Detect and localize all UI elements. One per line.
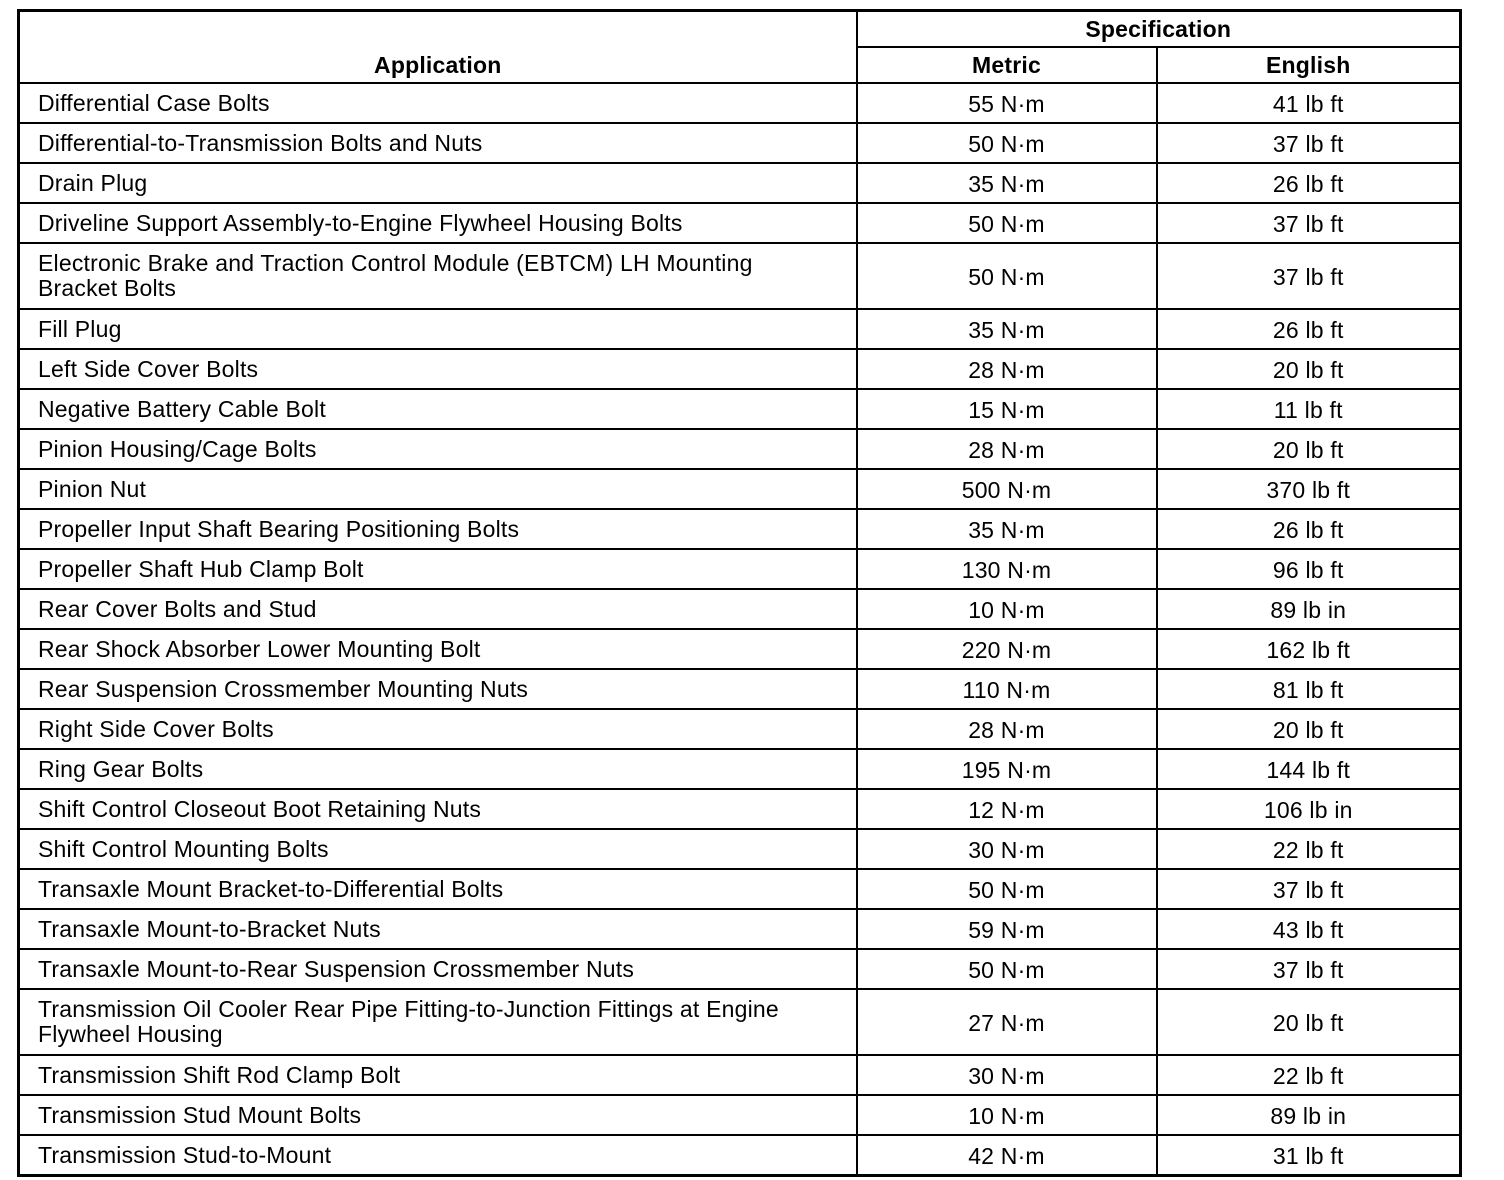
application-cell: Rear Shock Absorber Lower Mounting Bolt (19, 629, 857, 669)
english-value-cell: 89 lb in (1157, 1095, 1461, 1135)
metric-value-cell: 50 N·m (857, 123, 1157, 163)
english-value-cell: 144 lb ft (1157, 749, 1461, 789)
application-cell: Transmission Stud-to-Mount (19, 1135, 857, 1176)
metric-value-cell: 50 N·m (857, 869, 1157, 909)
table-row (19, 869, 1461, 909)
table-row (19, 829, 1461, 869)
english-value-cell: 89 lb in (1157, 589, 1461, 629)
table-row (19, 243, 1461, 309)
english-value-cell: 37 lb ft (1157, 243, 1461, 309)
table-body (19, 83, 1461, 1176)
application-cell: Electronic Brake and Traction Control Module (EBTCM) LH Mounting Bracket Bolts (19, 243, 857, 309)
english-value-cell: 162 lb ft (1157, 629, 1461, 669)
english-value-cell: 22 lb ft (1157, 829, 1461, 869)
application-cell: Fill Plug (19, 309, 857, 349)
torque-specification-table (17, 9, 1462, 1177)
table-row (19, 469, 1461, 509)
english-value-cell: 37 lb ft (1157, 949, 1461, 989)
metric-value-cell: 30 N·m (857, 829, 1157, 869)
application-cell: Pinion Housing/Cage Bolts (19, 429, 857, 469)
metric-value-cell: 59 N·m (857, 909, 1157, 949)
application-cell: Rear Cover Bolts and Stud (19, 589, 857, 629)
english-value-cell: 11 lb ft (1157, 389, 1461, 429)
table-row (19, 629, 1461, 669)
table-row (19, 83, 1461, 123)
application-cell: Transmission Shift Rod Clamp Bolt (19, 1055, 857, 1095)
application-cell: Transaxle Mount-to-Bracket Nuts (19, 909, 857, 949)
table-row (19, 949, 1461, 989)
table-header (19, 11, 1461, 84)
table-row (19, 589, 1461, 629)
application-cell: Negative Battery Cable Bolt (19, 389, 857, 429)
english-column-header: English (1157, 47, 1461, 83)
metric-value-cell: 55 N·m (857, 83, 1157, 123)
metric-value-cell: 50 N·m (857, 203, 1157, 243)
application-cell: Pinion Nut (19, 469, 857, 509)
application-cell: Ring Gear Bolts (19, 749, 857, 789)
metric-value-cell: 110 N·m (857, 669, 1157, 709)
english-value-cell: 106 lb in (1157, 789, 1461, 829)
application-cell: Rear Suspension Crossmember Mounting Nuts (19, 669, 857, 709)
english-value-cell: 43 lb ft (1157, 909, 1461, 949)
application-cell: Transmission Oil Cooler Rear Pipe Fitting-to-Junction Fittings at Engine Flywheel Housing (19, 989, 857, 1055)
metric-value-cell: 28 N·m (857, 709, 1157, 749)
english-value-cell: 370 lb ft (1157, 469, 1461, 509)
metric-value-cell: 500 N·m (857, 469, 1157, 509)
english-value-cell: 20 lb ft (1157, 989, 1461, 1055)
table-row (19, 789, 1461, 829)
application-cell: Differential Case Bolts (19, 83, 857, 123)
english-value-cell: 20 lb ft (1157, 709, 1461, 749)
application-cell: Differential-to-Transmission Bolts and Nuts (19, 123, 857, 163)
application-cell: Transaxle Mount Bracket-to-Differential Bolts (19, 869, 857, 909)
table-row (19, 1055, 1461, 1095)
table-row (19, 349, 1461, 389)
table-row (19, 749, 1461, 789)
application-cell: Transmission Stud Mount Bolts (19, 1095, 857, 1135)
metric-value-cell: 220 N·m (857, 629, 1157, 669)
english-value-cell: 41 lb ft (1157, 83, 1461, 123)
metric-value-cell: 28 N·m (857, 429, 1157, 469)
table-row (19, 309, 1461, 349)
application-cell: Shift Control Closeout Boot Retaining Nuts (19, 789, 857, 829)
table-row (19, 549, 1461, 589)
table-row (19, 429, 1461, 469)
table-row (19, 123, 1461, 163)
metric-column-header: Metric (857, 47, 1157, 83)
english-value-cell: 20 lb ft (1157, 429, 1461, 469)
english-value-cell: 96 lb ft (1157, 549, 1461, 589)
table-row (19, 709, 1461, 749)
header-row-top (19, 11, 1461, 48)
table-row (19, 1095, 1461, 1135)
table-row (19, 669, 1461, 709)
metric-value-cell: 50 N·m (857, 243, 1157, 309)
english-value-cell: 37 lb ft (1157, 869, 1461, 909)
application-column-header: Application (19, 11, 857, 84)
application-cell: Propeller Shaft Hub Clamp Bolt (19, 549, 857, 589)
metric-value-cell: 50 N·m (857, 949, 1157, 989)
metric-value-cell: 12 N·m (857, 789, 1157, 829)
metric-value-cell: 35 N·m (857, 309, 1157, 349)
application-cell: Drain Plug (19, 163, 857, 203)
metric-value-cell: 10 N·m (857, 589, 1157, 629)
table-row (19, 509, 1461, 549)
application-cell: Propeller Input Shaft Bearing Positioning Bolts (19, 509, 857, 549)
english-value-cell: 20 lb ft (1157, 349, 1461, 389)
application-cell: Transaxle Mount-to-Rear Suspension Crossmember Nuts (19, 949, 857, 989)
application-cell: Right Side Cover Bolts (19, 709, 857, 749)
metric-value-cell: 27 N·m (857, 989, 1157, 1055)
metric-value-cell: 35 N·m (857, 163, 1157, 203)
application-cell: Shift Control Mounting Bolts (19, 829, 857, 869)
application-cell: Left Side Cover Bolts (19, 349, 857, 389)
table-row (19, 1135, 1461, 1176)
table-row (19, 163, 1461, 203)
english-value-cell: 26 lb ft (1157, 509, 1461, 549)
metric-value-cell: 42 N·m (857, 1135, 1157, 1176)
metric-value-cell: 35 N·m (857, 509, 1157, 549)
english-value-cell: 31 lb ft (1157, 1135, 1461, 1176)
metric-value-cell: 30 N·m (857, 1055, 1157, 1095)
metric-value-cell: 10 N·m (857, 1095, 1157, 1135)
metric-value-cell: 15 N·m (857, 389, 1157, 429)
metric-value-cell: 130 N·m (857, 549, 1157, 589)
table-row (19, 203, 1461, 243)
metric-value-cell: 195 N·m (857, 749, 1157, 789)
specification-column-header: Specification (857, 11, 1461, 48)
table-row (19, 909, 1461, 949)
english-value-cell: 81 lb ft (1157, 669, 1461, 709)
table-row (19, 989, 1461, 1055)
metric-value-cell: 28 N·m (857, 349, 1157, 389)
english-value-cell: 26 lb ft (1157, 163, 1461, 203)
english-value-cell: 37 lb ft (1157, 203, 1461, 243)
table-row (19, 389, 1461, 429)
application-cell: Driveline Support Assembly-to-Engine Flywheel Housing Bolts (19, 203, 857, 243)
english-value-cell: 22 lb ft (1157, 1055, 1461, 1095)
english-value-cell: 37 lb ft (1157, 123, 1461, 163)
english-value-cell: 26 lb ft (1157, 309, 1461, 349)
